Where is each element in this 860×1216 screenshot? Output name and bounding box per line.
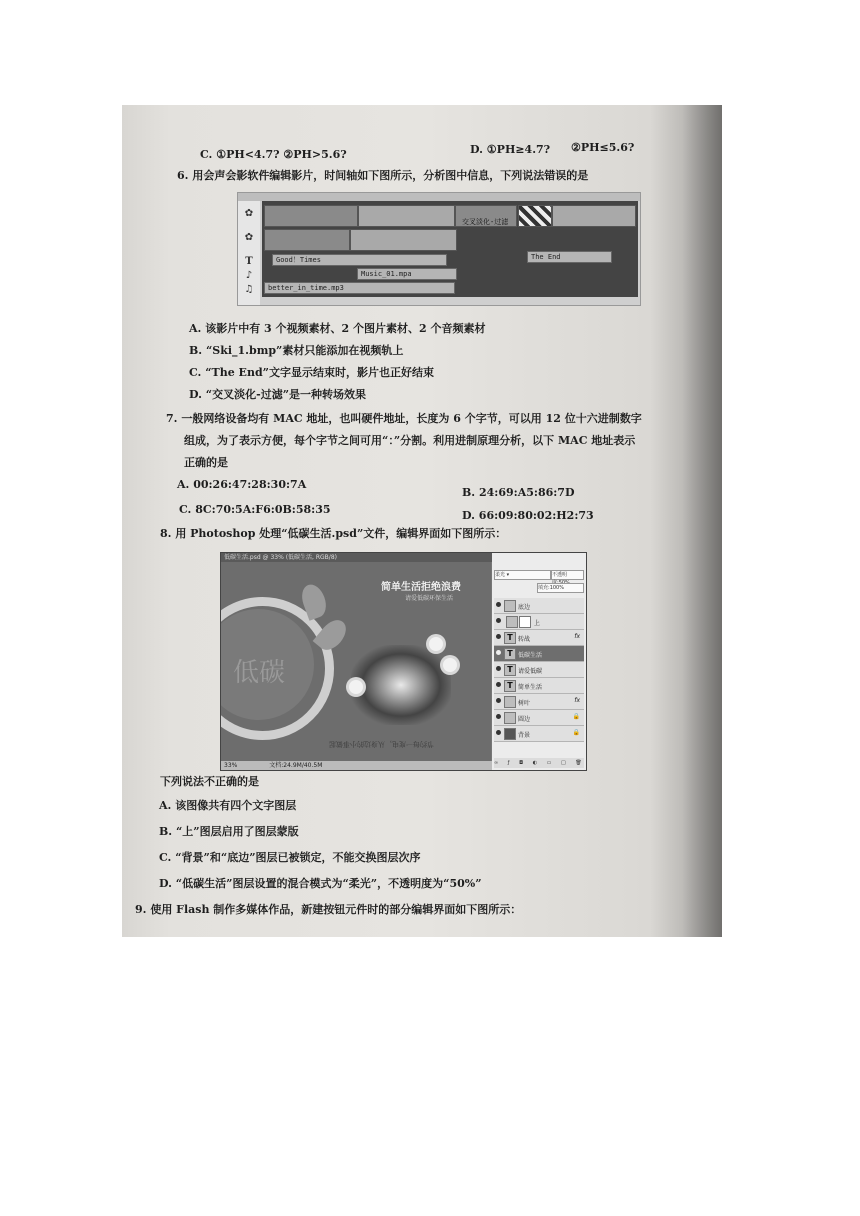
fx-icon[interactable]: fx <box>574 633 580 640</box>
opacity-field[interactable] <box>551 570 584 580</box>
layer-row[interactable] <box>494 630 584 646</box>
blend-mode-value: 柔光 <box>495 572 506 578</box>
flower-image <box>349 680 363 694</box>
music-clip: better_in_time.mp3 <box>264 282 455 294</box>
mask-button-icon[interactable]: ◘ <box>519 760 524 766</box>
lock-icon: 🔒 <box>572 713 580 720</box>
canvas-subline: 请爱低碳环保生活 <box>405 595 454 602</box>
video-clip-1 <box>264 205 358 227</box>
ps-canvas <box>221 562 491 761</box>
transition-clip <box>455 205 517 227</box>
q6-stem: 6. 用会声会影软件编辑影片，时间轴如下图所示，分析图中信息，下列说法错误的是 <box>177 169 589 182</box>
video-clip-2 <box>358 205 455 227</box>
layer-name: 简单生活 <box>518 684 543 691</box>
q7-option-a: A. 00:26:47:28:30:7A <box>177 478 307 491</box>
visibility-eye-icon[interactable] <box>496 698 501 703</box>
doc-size: 文档:24.9M/40.5M <box>269 762 323 769</box>
text-layer-thumbnail-icon: T <box>504 632 516 644</box>
layer-name: 底边 <box>518 604 531 611</box>
q7-option-c: C. 8C:70:5A:F6:0B:58:35 <box>179 503 331 516</box>
q7-line-2: 组成，为了表示方便，每个字节之间可用“：”分割。利用进制原理分析，以下 MAC 地址表示 <box>184 434 636 447</box>
layer-row-selected[interactable] <box>494 646 584 662</box>
scanned-page-photo <box>122 105 722 937</box>
visibility-eye-icon[interactable] <box>496 730 501 735</box>
layer-name: 圆边 <box>518 716 531 723</box>
visibility-eye-icon[interactable] <box>496 618 501 623</box>
fill-field[interactable] <box>537 583 584 593</box>
new-layer-button-icon[interactable]: □ <box>560 760 566 766</box>
link-icon[interactable]: ∞ <box>494 760 499 766</box>
layer-name: 上 <box>534 620 541 627</box>
layer-row[interactable] <box>494 662 584 678</box>
layer-name: 请爱低碳 <box>518 668 543 675</box>
timeline-tracks <box>262 201 638 297</box>
music-track-icon: ♫ <box>244 284 254 295</box>
video-track-icon: ✿ <box>244 208 254 219</box>
opacity-label: 不透明 <box>552 572 568 578</box>
folder-button-icon[interactable]: ▭ <box>546 760 552 766</box>
flower-image <box>443 658 457 672</box>
q8-option-d: D. “低碳生活”图层设置的混合模式为“柔光”，不透明度为“50%” <box>159 877 482 890</box>
q9-stem: 9. 使用 Flash 制作多媒体作品，新建按钮元件时的部分编辑界面如下图所示： <box>135 903 522 916</box>
ps-document-tab: 低碳生活.psd @ 33% (低碳生活, RGB/8) <box>221 553 494 562</box>
flower-image <box>429 637 443 651</box>
layer-row[interactable] <box>494 614 584 630</box>
transition-label: 交叉淡化-过滤 <box>462 218 509 226</box>
q6-option-b: B. “Ski_1.bmp”素材只能添加在视频轨上 <box>189 344 404 357</box>
layer-thumbnail <box>504 712 516 724</box>
q7-line-3: 正确的是 <box>184 456 228 469</box>
text-layer-thumbnail-icon: T <box>504 648 516 660</box>
visibility-eye-icon[interactable] <box>496 666 501 671</box>
lock-icon: 🔒 <box>572 729 580 736</box>
overlay-clip-2 <box>350 229 457 251</box>
timeline-ruler <box>238 193 640 201</box>
q8-option-b: B. “上”图层启用了图层蒙版 <box>159 825 299 838</box>
zoom-level: 33% <box>224 762 238 769</box>
q5-option-c: C. ①PH<4.7? ②PH>5.6? <box>200 148 347 161</box>
visibility-eye-icon[interactable] <box>496 682 501 687</box>
fx-button-icon[interactable]: ƒ <box>507 760 510 766</box>
layer-thumbnail <box>504 696 516 708</box>
page-edge-shadow <box>682 105 722 937</box>
canvas-bottom-line: 节约每一度电，从身边的小事做起 <box>329 740 434 748</box>
q7-option-d: D. 66:09:80:02:H2:73 <box>462 509 594 522</box>
layer-mask-thumbnail <box>519 616 531 628</box>
visibility-eye-icon[interactable] <box>496 602 501 607</box>
photoshop-screenshot <box>220 552 587 771</box>
track-icon-column <box>238 201 260 305</box>
trash-icon[interactable]: 🗑 <box>575 760 582 766</box>
layer-thumbnail <box>504 600 516 612</box>
visibility-eye-icon[interactable] <box>496 714 501 719</box>
q7-line-1: 7. 一般网络设备均有 MAC 地址，也叫硬件地址，长度为 6 个字节，可以用 12 位十六进制数字 <box>166 412 642 425</box>
layer-row[interactable] <box>494 678 584 694</box>
overlay-track-icon: ✿ <box>244 232 254 243</box>
q6-option-d: D. “交叉淡化-过滤”是一种转场效果 <box>189 388 367 401</box>
adjustment-button-icon[interactable]: ◐ <box>532 760 538 766</box>
q8-option-a: A. 该图像共有四个文字图层 <box>159 799 297 812</box>
text-layer-thumbnail-icon: T <box>504 680 516 692</box>
layer-row[interactable] <box>494 710 584 726</box>
q5-option-d-part2: ②PH≤5.6? <box>571 141 635 154</box>
q8-stem: 8. 用 Photoshop 处理“低碳生活.psd”文件，编辑界面如下图所示： <box>160 527 507 540</box>
layer-row[interactable] <box>494 726 584 742</box>
fill-value: 100% <box>549 585 564 591</box>
q5-option-d: D. ①PH≥4.7? <box>470 143 551 156</box>
video-clip-4 <box>552 205 636 227</box>
layer-name: 背景 <box>518 732 531 739</box>
q8-question: 下列说法不正确的是 <box>160 775 259 788</box>
overlay-clip-1 <box>264 229 350 251</box>
layer-row[interactable] <box>494 694 584 710</box>
q7-option-b: B. 24:69:A5:86:7D <box>462 486 575 499</box>
layer-thumbnail <box>504 728 516 740</box>
fx-icon[interactable]: fx <box>574 697 580 704</box>
text-layer-thumbnail-icon: T <box>504 664 516 676</box>
video-clip-3 <box>518 205 552 227</box>
fill-label: 填充: <box>538 585 550 591</box>
blend-mode-select[interactable]: 柔光 ▾ <box>494 570 551 580</box>
basket-image <box>351 645 451 725</box>
ps-status-bar <box>221 761 494 770</box>
visibility-eye-icon[interactable] <box>496 650 501 655</box>
layer-row[interactable] <box>494 598 584 614</box>
canvas-ring-text: 低碳 <box>233 658 286 688</box>
layer-thumbnail <box>506 616 518 628</box>
layer-name: 树叶 <box>518 700 531 707</box>
title-clip-1: Good！Times <box>272 254 447 266</box>
q6-option-c: C. “The End”文字显示结束时，影片也正好结束 <box>189 366 434 379</box>
canvas-headline: 简单生活拒绝浪费 <box>381 582 461 593</box>
voice-clip: Music_01.mpa <box>357 268 457 280</box>
layers-panel <box>492 553 586 770</box>
layer-name: 转战 <box>518 636 531 643</box>
voice-track-icon: ♪ <box>245 270 253 281</box>
visibility-eye-icon[interactable] <box>496 634 501 639</box>
title-track-icon: T <box>245 256 253 267</box>
q8-option-c: C. “背景”和“底边”图层已被锁定，不能交换图层次序 <box>159 851 421 864</box>
video-timeline-figure <box>237 192 641 306</box>
q6-option-a: A. 该影片中有 3 个视频素材、2 个图片素材、2 个音频素材 <box>189 322 486 335</box>
title-clip-end: The End <box>527 251 612 263</box>
layer-name: 低碳生活 <box>518 652 543 659</box>
layers-panel-toolbar <box>494 758 584 768</box>
